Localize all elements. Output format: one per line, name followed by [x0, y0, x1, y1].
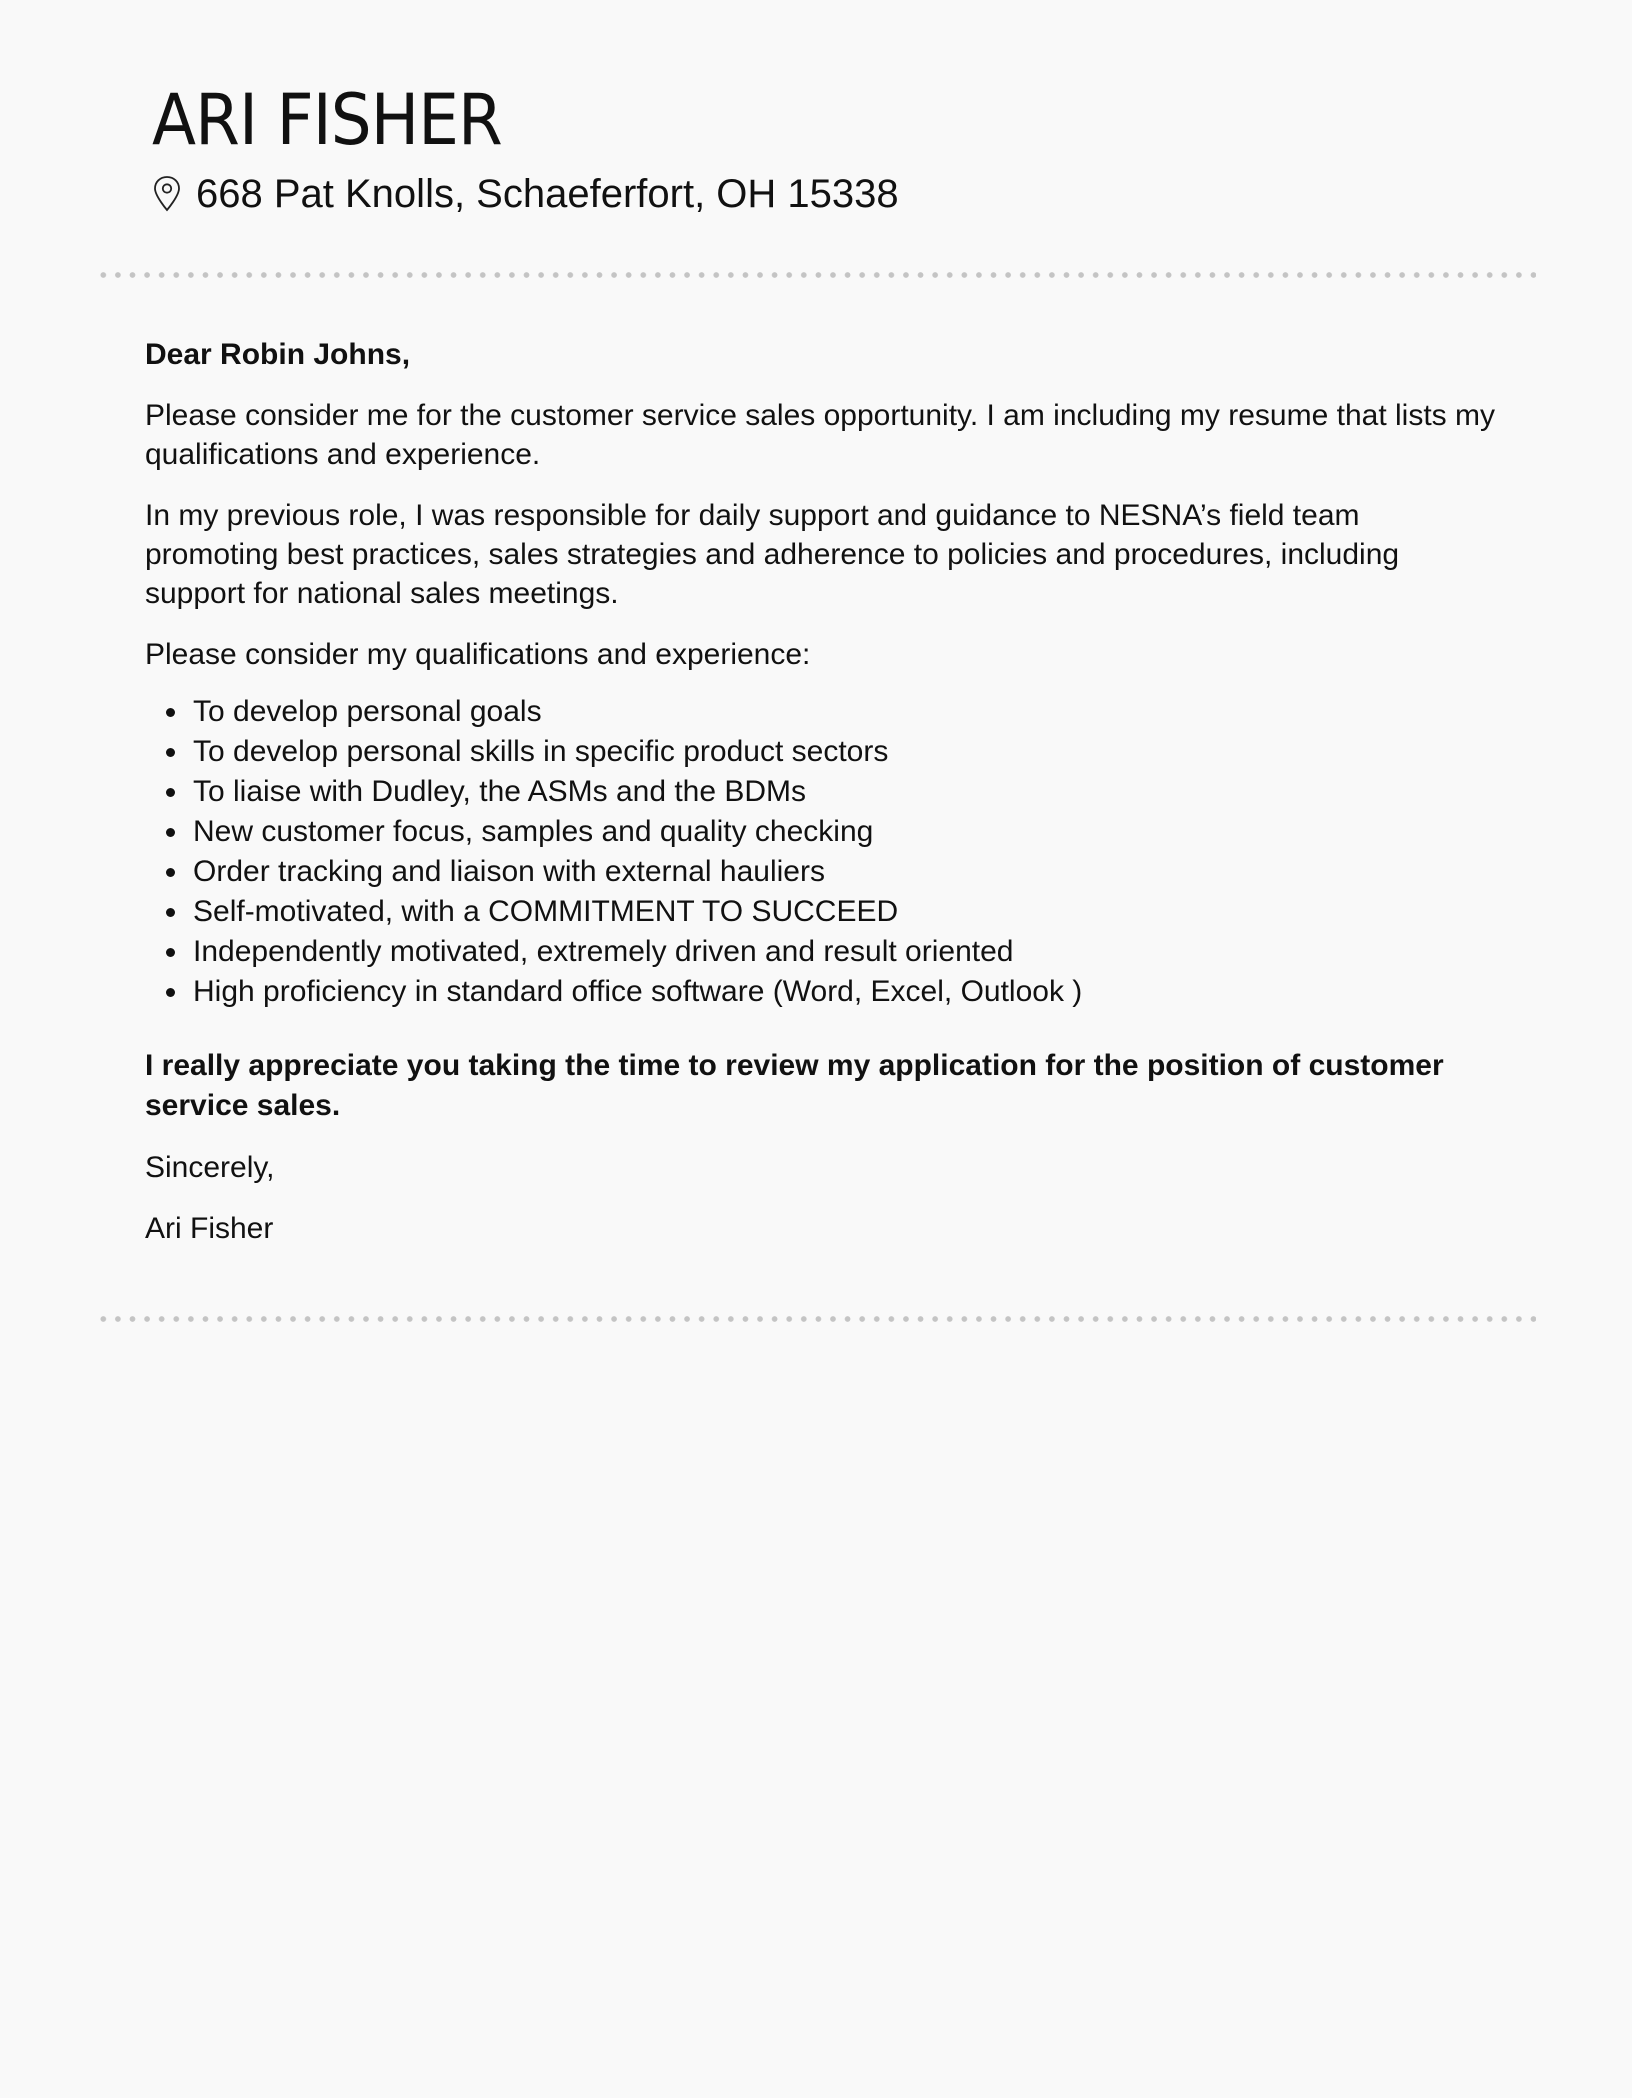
bottom-divider — [96, 1316, 1536, 1322]
salutation: Dear Robin Johns, — [145, 338, 411, 371]
list-item: Self-motivated, with a COMMITMENT TO SUCCEED — [193, 892, 1495, 932]
address-row — [152, 168, 899, 220]
qualifications-list — [145, 692, 1495, 1012]
list-item: To develop personal skills in specific product sectors — [193, 732, 1495, 772]
closing-paragraph: I really appreciate you taking the time to review my application for the position of customer service sales. — [145, 1049, 1444, 1122]
bullet-icon — [166, 828, 175, 837]
bullet-icon — [166, 748, 175, 757]
paragraph-intro: Please consider me for the customer service sales opportunity. I am including my resume that lists my qualifications and experience. — [145, 399, 1495, 471]
bullet-icon — [166, 788, 175, 797]
paragraph-qualifications-lead: Please consider my qualifications and experience: — [145, 638, 811, 671]
paragraph-previous-role: In my previous role, I was responsible for daily support and guidance to NESNA’s field team promoting best practices, sales strategies and adherence to policies and procedures, including support for national sales meetings. — [145, 499, 1400, 610]
list-item: New customer focus, samples and quality checking — [193, 812, 1495, 852]
bullet-icon — [166, 908, 175, 917]
signoff: Sincerely, — [145, 1151, 275, 1184]
letter-header — [152, 78, 899, 220]
list-item: High proficiency in standard office software (Word, Excel, Outlook ) — [193, 972, 1495, 1012]
signature-name: Ari Fisher — [145, 1212, 274, 1245]
bullet-icon — [166, 868, 175, 877]
list-item: Independently motivated, extremely driven and result oriented — [193, 932, 1495, 972]
applicant-address: 668 Pat Knolls, Schaeferfort, OH 15338 — [196, 172, 899, 216]
bullet-icon — [166, 988, 175, 997]
applicant-name: ARI FISHER — [152, 79, 502, 161]
bullet-icon — [166, 948, 175, 957]
list-item: To develop personal goals — [193, 692, 1495, 732]
letter-body — [145, 335, 1495, 1270]
top-divider — [96, 272, 1536, 278]
list-item: To liaise with Dudley, the ASMs and the BDMs — [193, 772, 1495, 812]
list-item: Order tracking and liaison with external hauliers — [193, 852, 1495, 892]
location-pin-icon — [152, 175, 182, 213]
bullet-icon — [166, 708, 175, 717]
